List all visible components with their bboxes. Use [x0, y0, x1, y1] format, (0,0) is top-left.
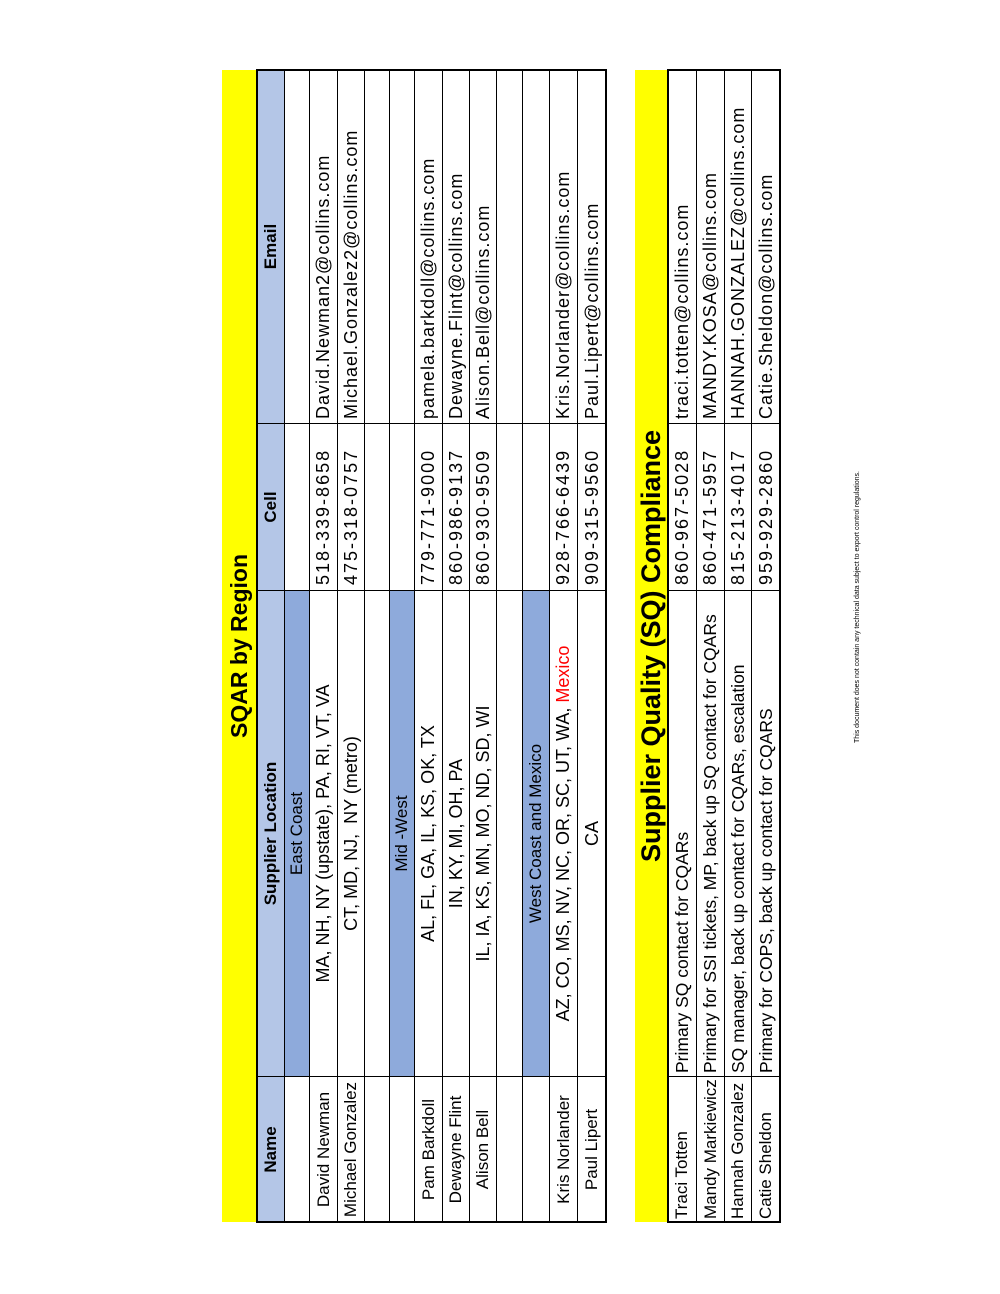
header-row — [257, 70, 285, 1222]
region-table — [257, 70, 606, 1222]
name-cell: Hannah Gonzalez — [725, 1076, 751, 1222]
location-text-wrap — [553, 646, 574, 1022]
empty-cell — [365, 590, 389, 1076]
role-cell: Primary SQ contact for CQARs — [668, 590, 696, 1076]
email-cell: Michael.Gonzalez2@collins.com — [340, 129, 361, 419]
blank-row — [497, 70, 523, 1222]
name-cell: Kris Norlander — [550, 1076, 577, 1222]
region-row-mid-west — [390, 70, 415, 1222]
empty-cell — [523, 423, 549, 590]
phone-cell: 779-771-9000 — [415, 423, 442, 590]
name-cell: David Newman — [310, 1076, 337, 1222]
name-cell: Pam Barkdoll — [415, 1076, 442, 1222]
table-row — [697, 70, 725, 1222]
email-cell: Alison.Bell@collins.com — [472, 204, 493, 419]
name-cell: Traci Totten — [668, 1076, 696, 1222]
table-row — [470, 70, 497, 1222]
empty-cell — [365, 70, 389, 423]
empty-cell — [497, 590, 522, 1076]
contact-sheet — [222, 70, 780, 1222]
sq-table — [668, 70, 780, 1222]
email-cell: Kris.Norlander@collins.com — [553, 170, 573, 419]
table-spacer — [606, 70, 635, 1222]
location-highlight-text: Mexico — [553, 645, 573, 703]
location-cell: IN, KY, MI, OH, PA — [443, 590, 469, 1076]
location-cell: CA — [578, 590, 606, 1076]
phone-cell: 928-766-6439 — [550, 423, 577, 590]
phone-cell: 860-967-5028 — [668, 423, 696, 590]
region-row-east-coast — [285, 70, 310, 1222]
name-cell: Mandy Markiewicz — [697, 1076, 724, 1222]
phone-cell: 959-929-2860 — [752, 423, 780, 590]
location-cell: CT, MD, NJ, NY (metro) — [338, 590, 364, 1076]
export-disclaimer: This document does not contain any technical data subject to export control regulations. — [854, 471, 861, 743]
name-cell: Catie Sheldon — [752, 1076, 780, 1222]
table-row — [310, 70, 338, 1222]
location-text: AZ, CO, MS, NV, NC, OR, SC, UT, WA, — [553, 707, 573, 1022]
location-cell — [550, 590, 577, 1076]
phone-cell: 909-315-9560 — [578, 423, 606, 590]
cell-header: Cell — [257, 423, 284, 590]
empty-cell — [390, 70, 414, 423]
email-cell: Catie.Sheldon@collins.com — [755, 173, 776, 419]
sq-table-title: Supplier Quality (SQ) Compliance — [635, 70, 668, 1222]
region-label: East Coast — [285, 590, 309, 1076]
table-row — [725, 70, 752, 1222]
phone-cell: 815-213-4017 — [725, 423, 751, 590]
blank-row — [365, 70, 390, 1222]
name-header: Name — [257, 1076, 284, 1222]
email-cell: HANNAH.GONZALEZ@collins.com — [727, 106, 748, 419]
region-table-title: SQAR by Region — [222, 70, 257, 1222]
phone-cell: 860-930-9509 — [470, 423, 496, 590]
table-row — [415, 70, 443, 1222]
name-cell: Paul Lipert — [578, 1076, 606, 1222]
table-row — [668, 70, 697, 1222]
email-header: Email — [257, 70, 284, 423]
empty-cell — [390, 423, 414, 590]
phone-cell: 860-471-5957 — [697, 423, 724, 590]
email-cell: David.Newman2@collins.com — [313, 154, 333, 419]
empty-cell — [365, 1076, 389, 1222]
empty-cell — [285, 1076, 309, 1222]
email-cell: traci.totten@collins.com — [671, 203, 692, 419]
role-cell: Primary for COPS, back up contact for CQARS — [752, 590, 780, 1076]
table-row — [578, 70, 606, 1222]
empty-cell — [390, 1076, 414, 1222]
empty-cell — [497, 70, 522, 423]
name-cell: Michael Gonzalez — [338, 1076, 364, 1222]
role-cell: Primary for SSI tickets, MP, back up SQ contact for CQARs — [697, 590, 724, 1076]
role-cell: SQ manager, back up contact for CQARs, escalation — [725, 590, 751, 1076]
name-cell: Dewayne Flint — [443, 1076, 469, 1222]
location-cell: AL, FL, GA, IL, KS, OK, TX — [415, 590, 442, 1076]
empty-cell — [365, 423, 389, 590]
empty-cell — [497, 423, 522, 590]
region-label: Mid -West — [390, 590, 414, 1076]
location-cell: IL, IA, KS, MN, MO, ND, SD, WI — [470, 590, 496, 1076]
name-cell: Alison Bell — [470, 1076, 496, 1222]
phone-cell: 518-339-8658 — [310, 423, 337, 590]
phone-cell: 475-318-0757 — [338, 423, 364, 590]
location-cell: MA, NH, NY (upstate), PA, RI, VT, VA — [310, 590, 337, 1076]
empty-cell — [285, 70, 309, 423]
phone-cell: 860-986-9137 — [443, 423, 469, 590]
empty-cell — [497, 1076, 522, 1222]
empty-cell — [523, 1076, 549, 1222]
empty-cell — [523, 70, 549, 423]
region-label: West Coast and Mexico — [523, 590, 549, 1076]
empty-cell — [285, 423, 309, 590]
table-row — [752, 70, 780, 1222]
email-cell: Dewayne.Flint@collins.com — [445, 172, 466, 419]
region-row-west-coast — [523, 70, 550, 1222]
table-row — [550, 70, 578, 1222]
email-cell: MANDY.KOSA@collins.com — [700, 172, 720, 419]
table-row — [443, 70, 470, 1222]
table-row — [338, 70, 365, 1222]
email-cell: pamela.barkdoll@collins.com — [418, 157, 438, 419]
email-cell: Paul.Lipert@collins.com — [581, 202, 602, 419]
location-header: Supplier Location — [257, 590, 284, 1076]
